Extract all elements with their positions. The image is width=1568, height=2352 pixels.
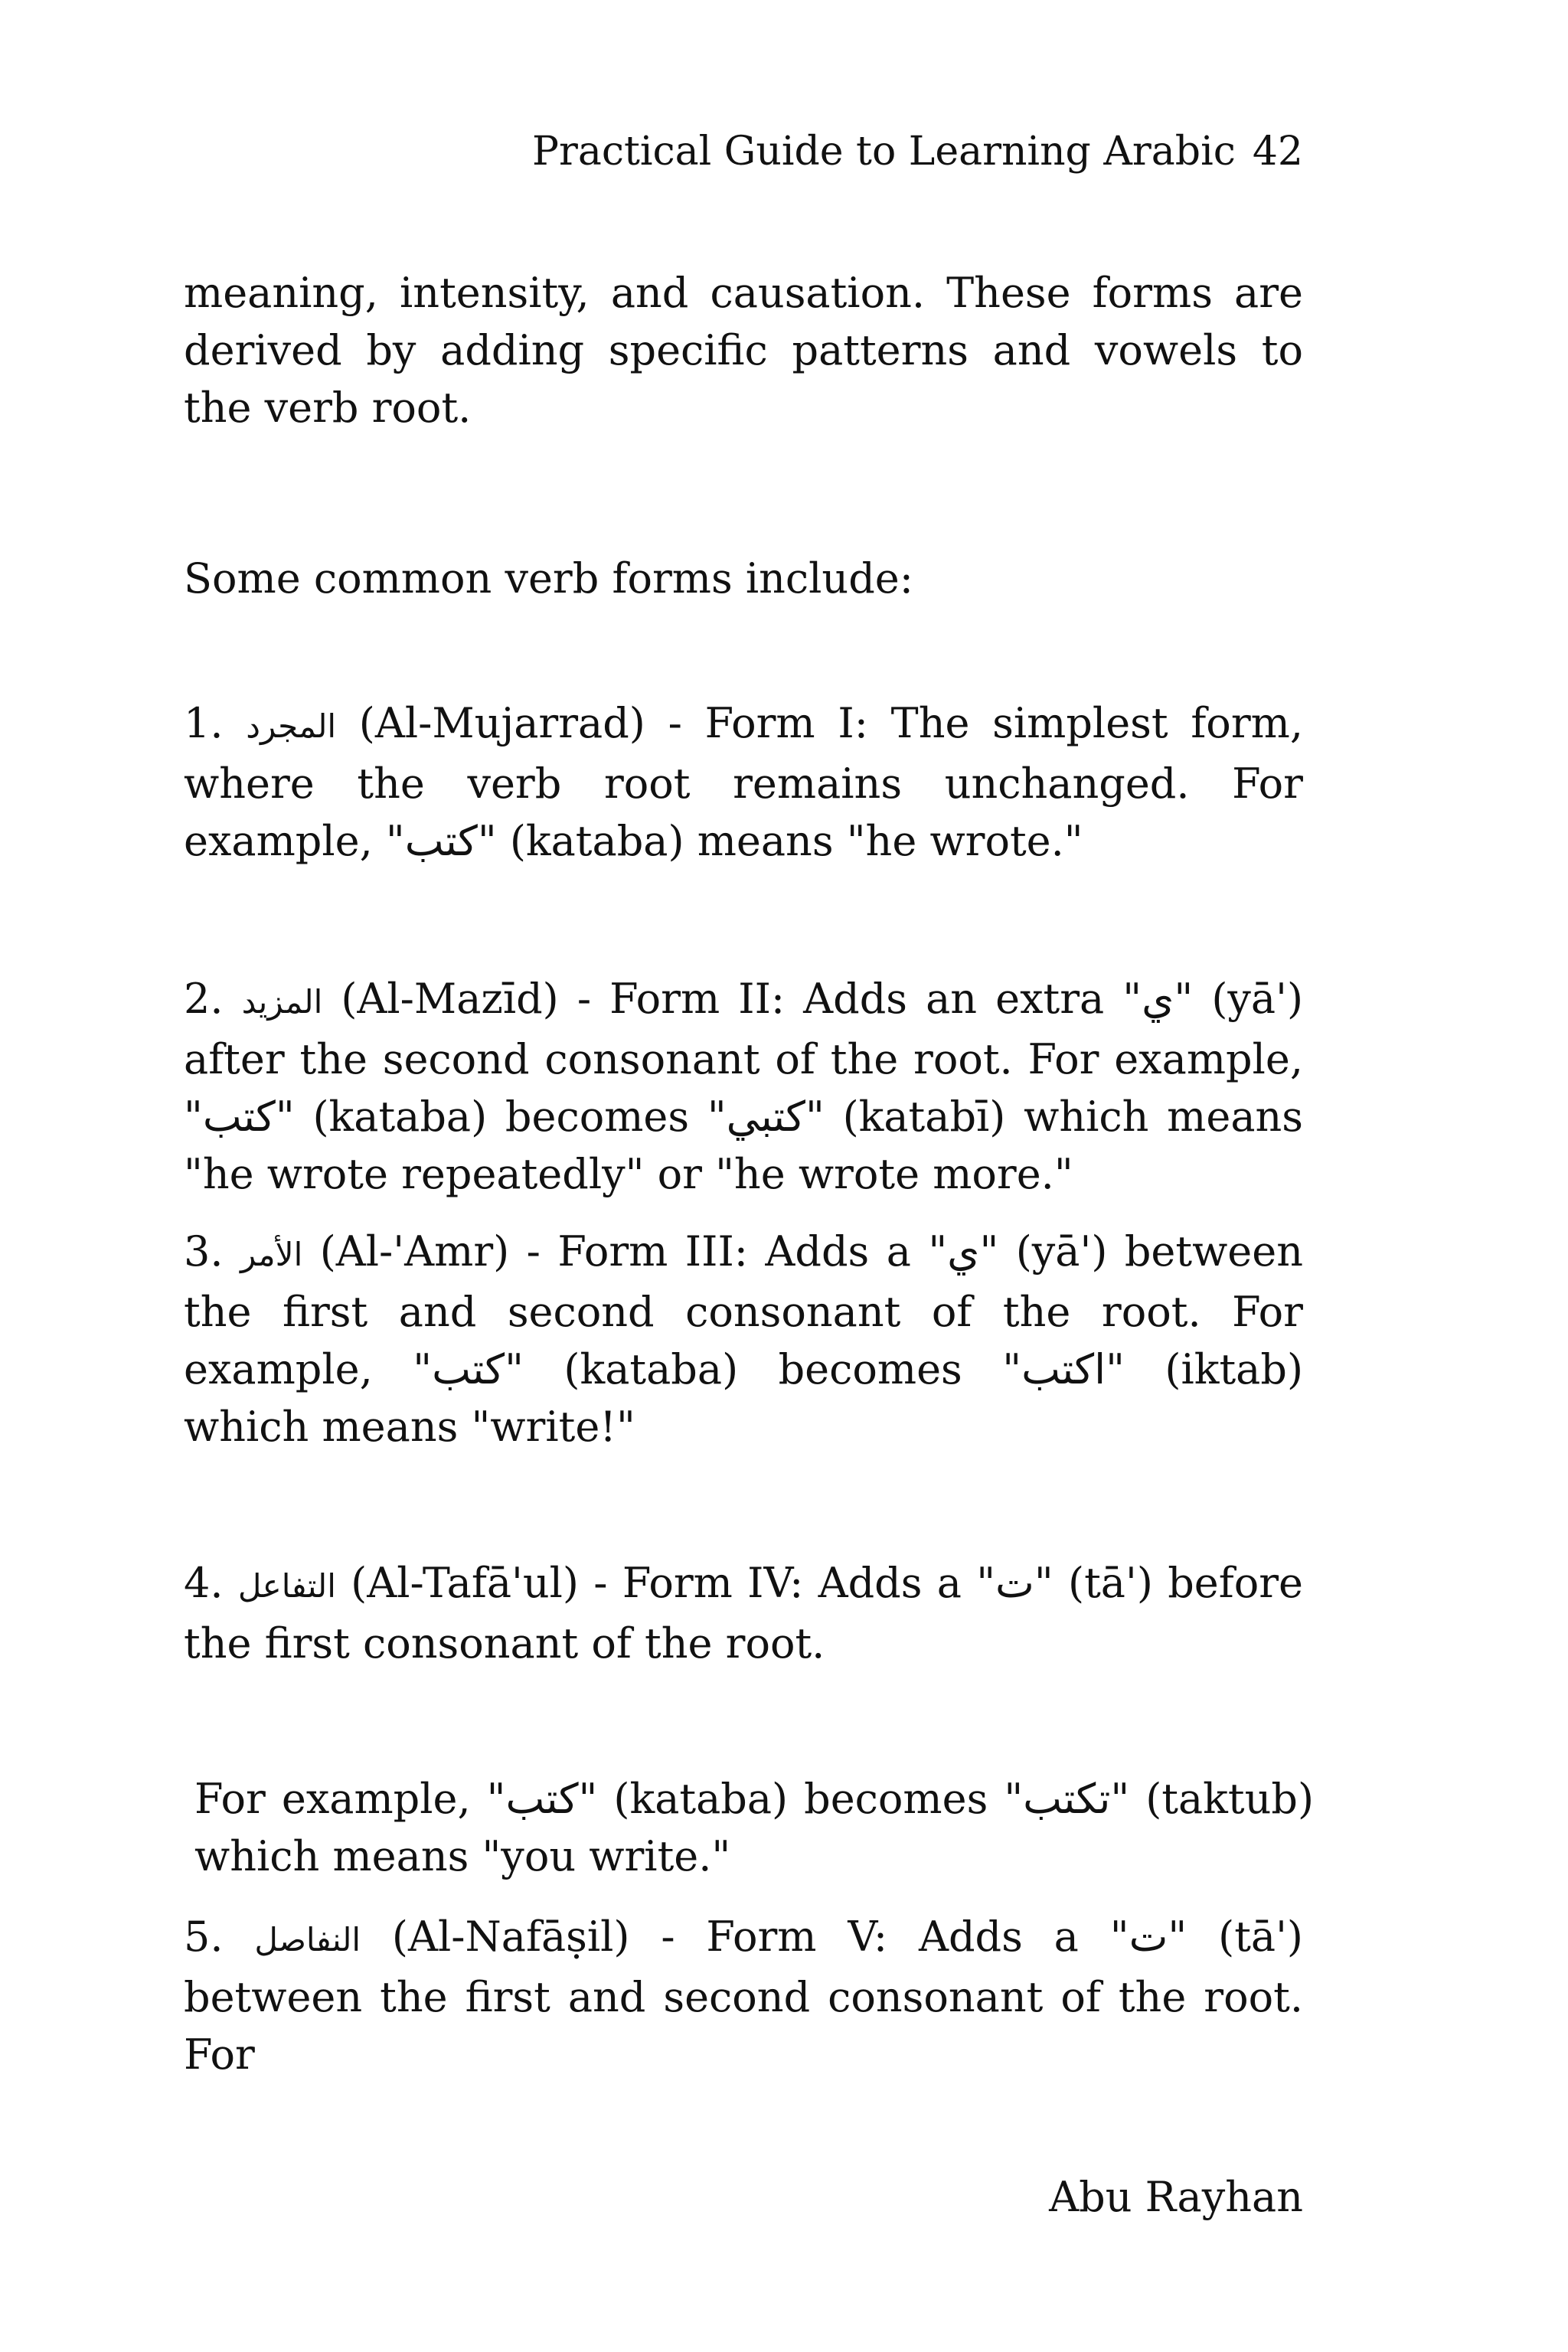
- verb-form-1: [184, 694, 1303, 870]
- intro-paragraph: meaning, intensity, and causation. These forms are derived by adding specific patterns and vowels to the verb root.: [184, 269, 1303, 432]
- book-title: Practical Guide to Learning Arabic: [532, 129, 1236, 175]
- item-number: 4.: [184, 1559, 224, 1607]
- item-number: 2.: [184, 975, 224, 1023]
- verb-form-4-example: For example, "كتب" (kataba) becomes "تكتب" (taktub) which means "you write.": [194, 1775, 1315, 1880]
- arabic-term: النفاصل: [254, 1921, 361, 1958]
- author-footer: Abu Rayhan: [1049, 2173, 1303, 2221]
- item-text: (Al-Nafāṣil) - Form V: Adds a "ت" (tā') between the first and second consonant of the root. For: [184, 1913, 1303, 2079]
- item-text: (Al-'Amr) - Form III: Adds a "ي" (yā') between the first and second consonant of the root. For example, "كتب" (kataba) becomes "اكتب" (iktab) which means "write!": [184, 1227, 1304, 1451]
- item-text: (Al-Mazīd) - Form II: Adds an extra "ي" (yā') after the second consonant of the root. For example, "كتب" (kataba) becomes "كتبي" (katabī) which means "he wrote repeatedly" or "he wrote more.": [184, 975, 1304, 1198]
- lead-paragraph: Some common verb forms include:: [184, 554, 913, 603]
- item-number: 5.: [184, 1913, 224, 1961]
- arabic-term: المزيد: [241, 983, 323, 1021]
- item-number: 1.: [184, 699, 224, 747]
- arabic-term: المجرد: [246, 707, 337, 745]
- verb-form-4: [184, 1554, 1303, 1672]
- item-text: (Al-Tafā'ul) - Form IV: Adds a "ت" (tā') before the first consonant of the root.: [184, 1559, 1303, 1668]
- item-text: (Al-Mujarrad) - Form I: The simplest form, where the verb root remains unchanged. For example, "كتب" (kataba) means "he wrote.": [184, 699, 1304, 865]
- arabic-term: التفاعل: [237, 1567, 336, 1605]
- running-header: [532, 129, 1303, 175]
- verb-form-2: [184, 970, 1303, 1203]
- book-page: [184, 0, 1315, 2352]
- verb-form-5: [184, 1908, 1303, 2083]
- verb-form-3: [184, 1223, 1303, 1455]
- item-number: 3.: [184, 1227, 224, 1276]
- page-number: 42: [1252, 129, 1303, 175]
- arabic-term: الأمر: [240, 1236, 303, 1273]
